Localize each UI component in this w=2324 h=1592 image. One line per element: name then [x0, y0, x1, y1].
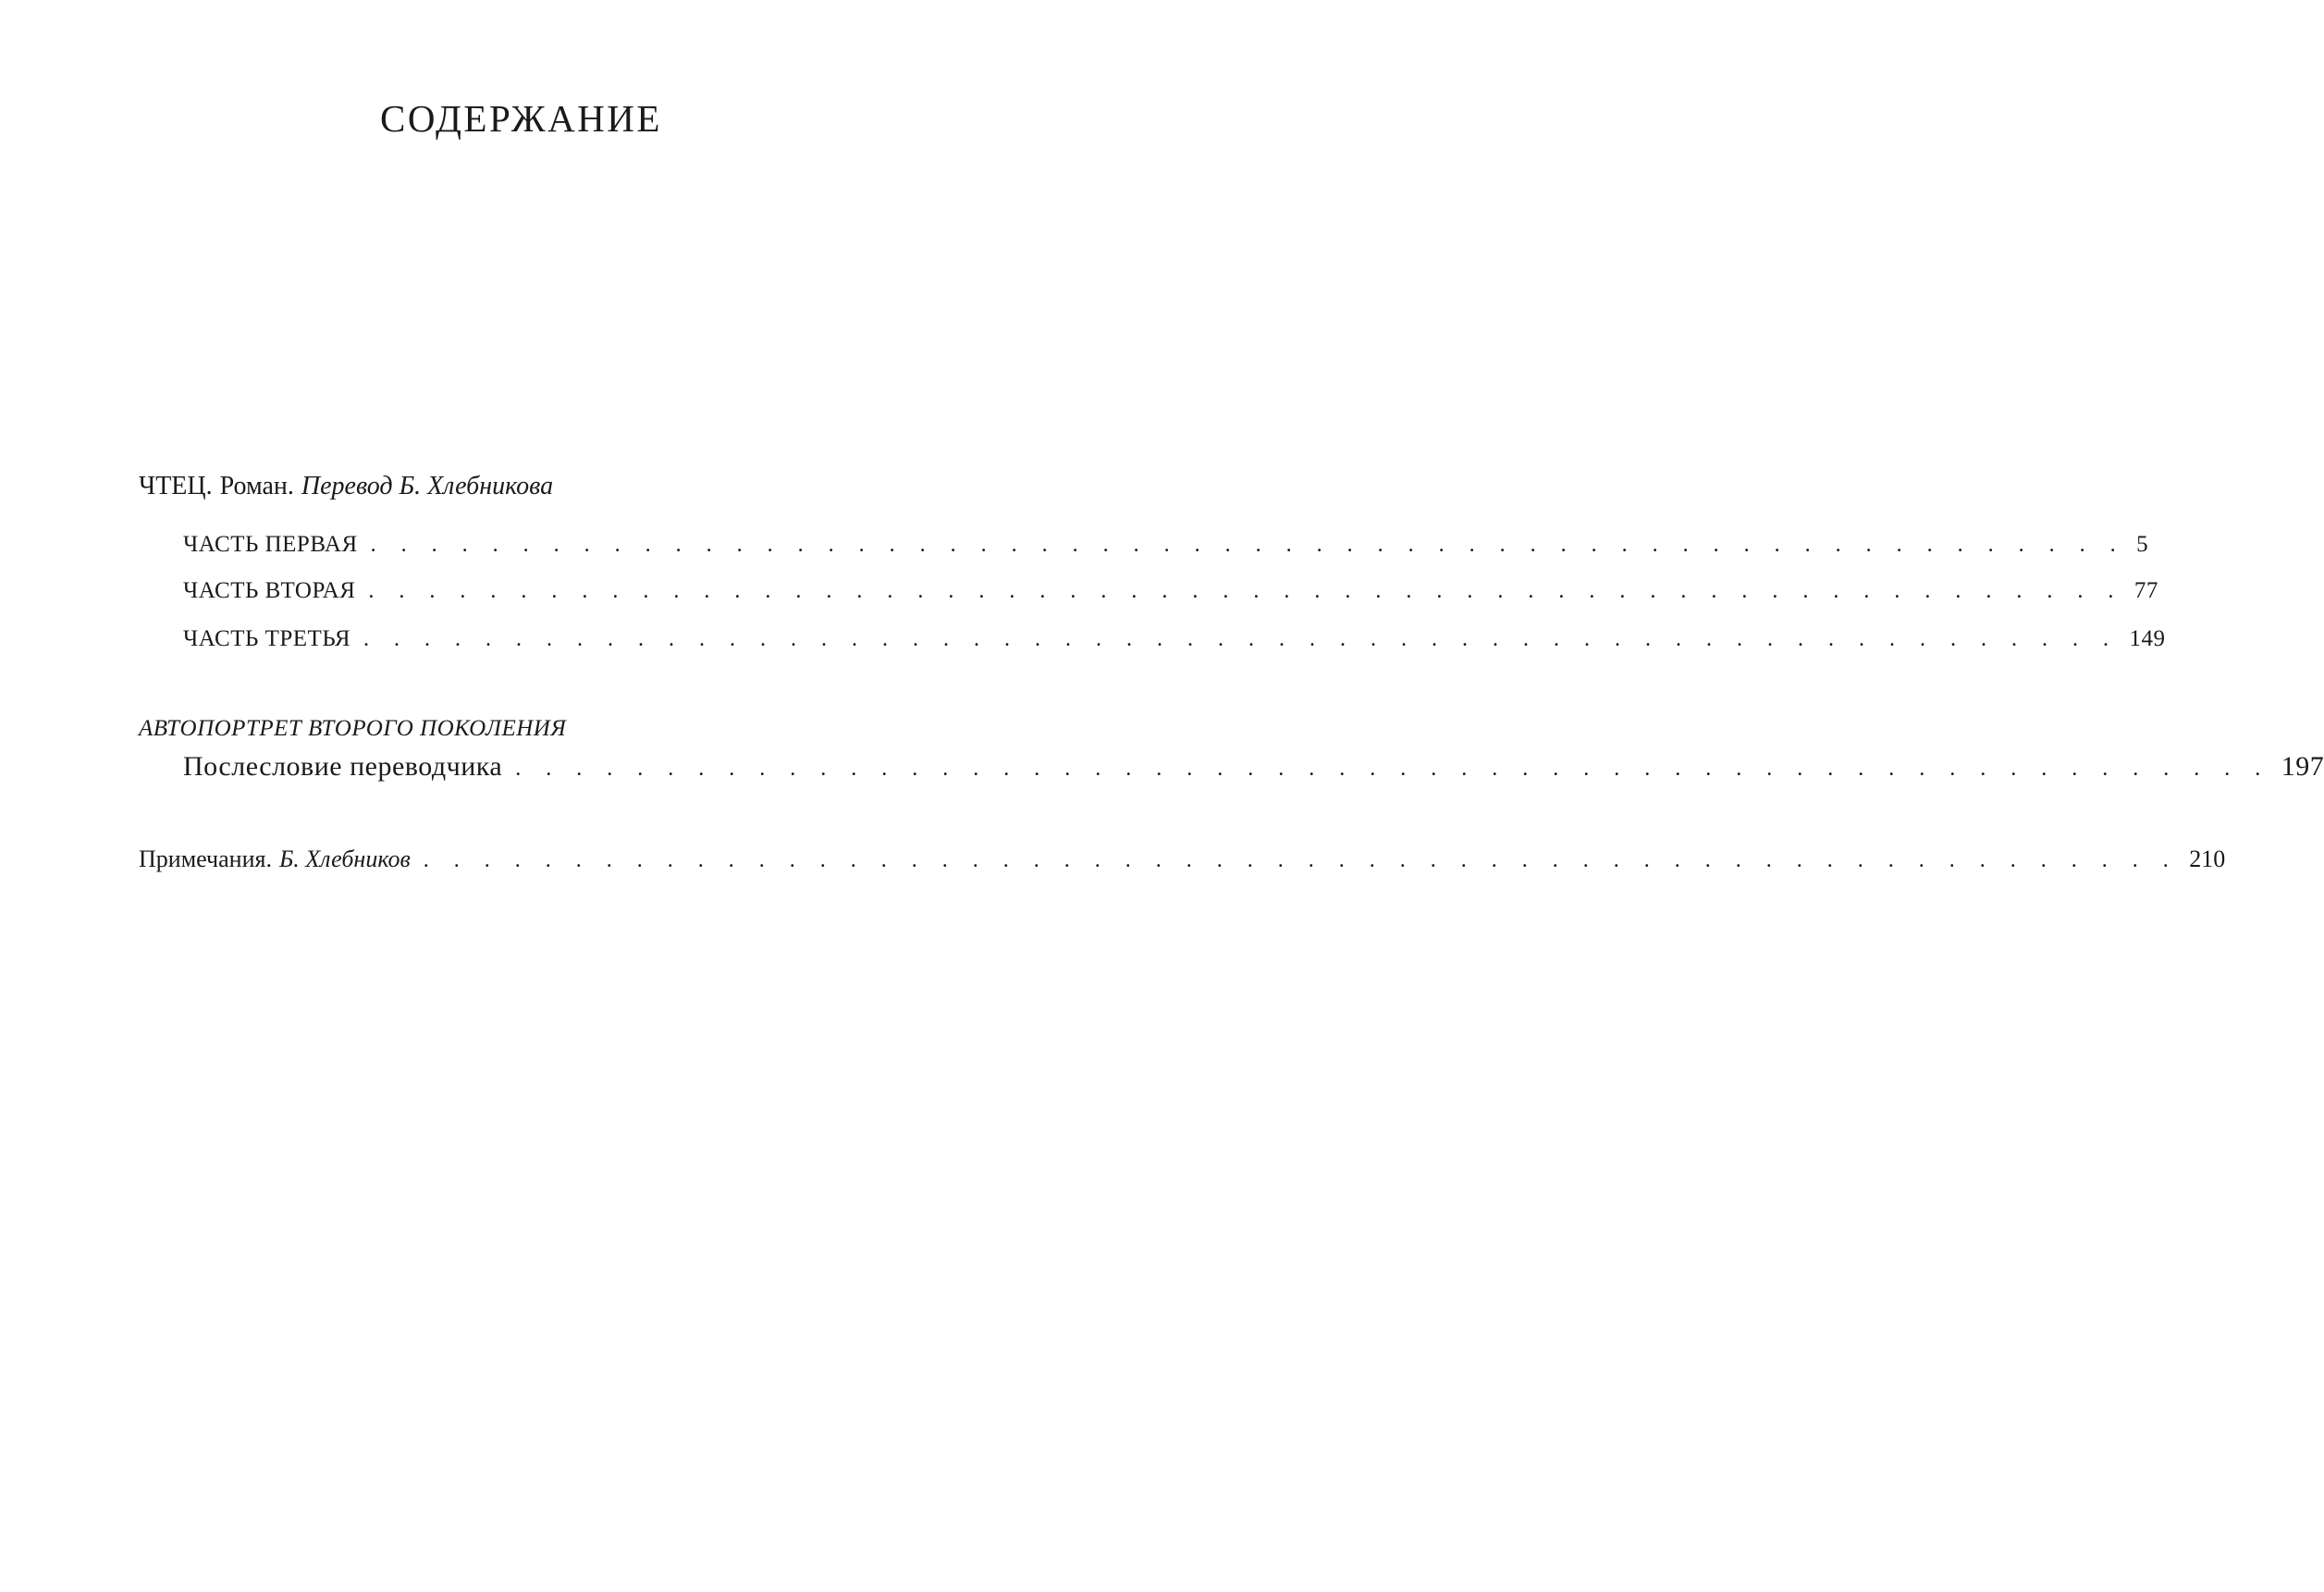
- toc-entry-label: ЧАСТЬ ПЕРВАЯ: [183, 532, 358, 557]
- toc-page-number: 197: [2281, 751, 2324, 782]
- page-title: СОДЕРЖАНИЕ: [380, 97, 662, 140]
- toc-entry-label: ЧАСТЬ ТРЕТЬЯ: [183, 626, 351, 651]
- novel-heading: [139, 472, 553, 501]
- novel-title: ЧТЕЦ.: [139, 472, 213, 500]
- novel-translator: Перевод Б. Хлебникова: [301, 472, 554, 500]
- toc-entry-label: ЧАСТЬ ВТОРАЯ: [183, 578, 356, 603]
- toc-entry-afterword[interactable]: [183, 751, 2324, 783]
- toc-page-number: 210: [2189, 845, 2226, 872]
- dot-leader: . . . . . . . . . . . . . . . . . . . . . . . . . . . . . . . . . . . . . . . . . . . . . . . . . . . . . . . . . .: [370, 533, 2126, 557]
- afterword-heading: АВТОПОРТРЕТ ВТОРОГО ПОКОЛЕНИЯ: [139, 716, 567, 741]
- dot-leader: . . . . . . . . . . . . . . . . . . . . . . . . . . . . . . . . . . . . . . . . . . . . . . . . . . . . . . . . . .: [423, 848, 2179, 872]
- dot-leader: . . . . . . . . . . . . . . . . . . . . . . . . . . . . . . . . . . . . . . . . . . . . . . . . . . . . . . . . . .: [515, 757, 2270, 781]
- toc-entry-label: [139, 845, 411, 873]
- toc-page-number: 149: [2129, 626, 2166, 651]
- toc-entry-part-two[interactable]: [183, 578, 2158, 604]
- dot-leader: . . . . . . . . . . . . . . . . . . . . . . . . . . . . . . . . . . . . . . . . . . . . . . . . . . . . . . . . . .: [363, 627, 2119, 651]
- toc-entry-part-three[interactable]: [183, 626, 2166, 652]
- notes-title: Примечания.: [139, 845, 272, 872]
- notes-author: Б. Хлебников: [278, 845, 411, 872]
- toc-entry-label: Послесловие переводчика: [183, 751, 503, 782]
- toc-entry-notes[interactable]: [139, 845, 2226, 873]
- toc-entry-part-one[interactable]: [183, 532, 2149, 558]
- toc-page-number: 5: [2136, 532, 2149, 557]
- dot-leader: . . . . . . . . . . . . . . . . . . . . . . . . . . . . . . . . . . . . . . . . . . . . . . . . . . . . . . . . . .: [368, 579, 2123, 603]
- toc-page-number: 77: [2133, 578, 2158, 603]
- novel-genre: Роман.: [219, 472, 294, 500]
